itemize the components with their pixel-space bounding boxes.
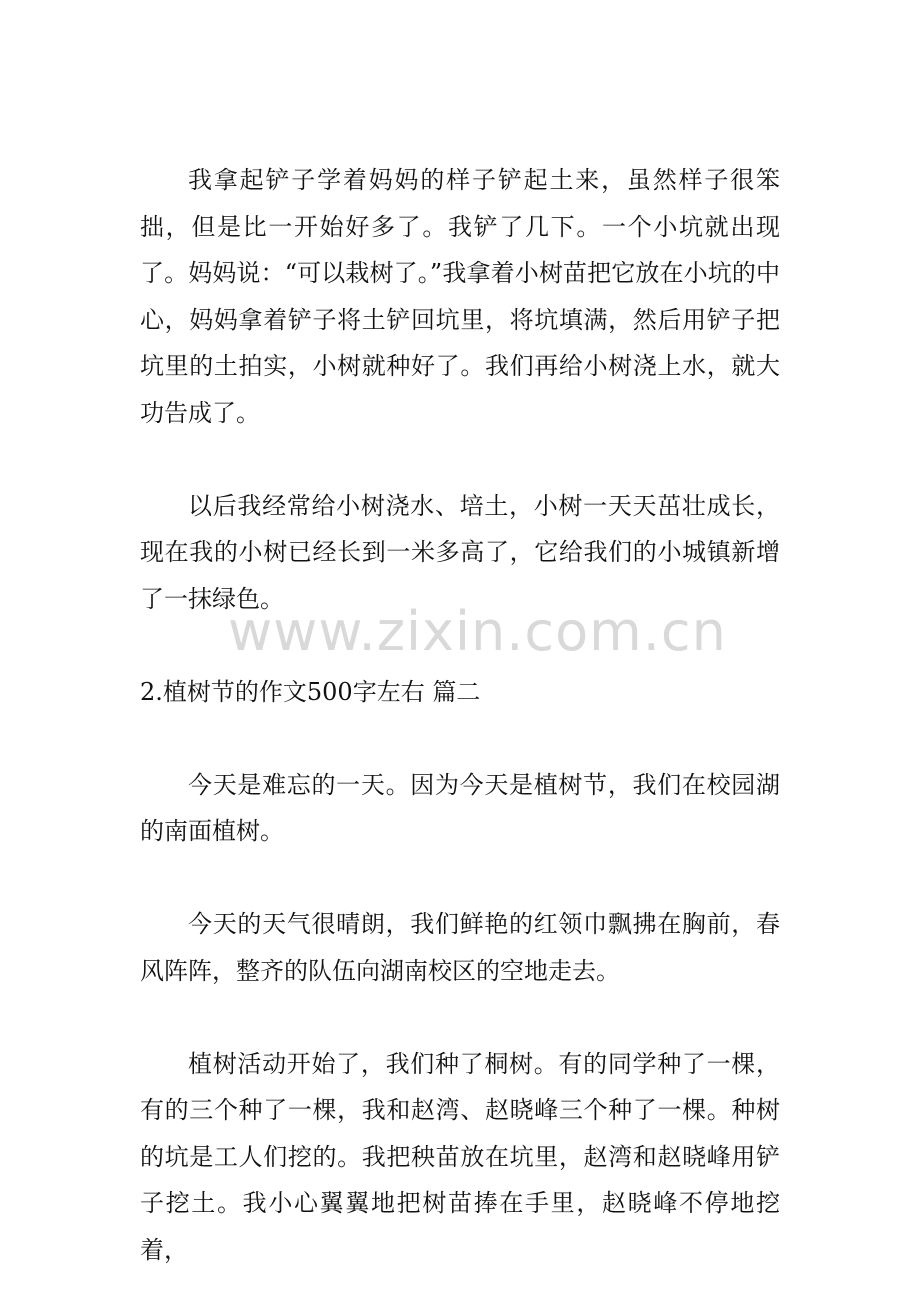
paragraph-spacer	[140, 994, 780, 1041]
watermark-text: www.zixin.com.cn	[228, 600, 727, 663]
paragraph-planting-process: 我拿起铲子学着妈妈的样子铲起土来，虽然样子很笨拙，但是比一开始好多了。我铲了几下。一个小坑就出现了。妈妈说：“可以栽树了。”我拿着小树苗把它放在小坑的中心，妈妈拿着铲子将土铲回坑里，将坑填满，然后用铲子把坑里的土拍实，小树就种好了。我们再给小树浇上水，就大功告成了。	[140, 166, 780, 427]
paragraph-tree-growth: 以后我经常给小树浇水、培土，小树一天天茁壮成长，现在我的小树已经长到一米多高了，它给我们的小城镇新增了一抹绿色。	[140, 491, 780, 613]
paragraph-spacer	[140, 855, 780, 902]
paragraph-weather: 今天的天气很晴朗，我们鲜艳的红领巾飘拂在胸前，春风阵阵，整齐的队伍向湖南校区的空地走去。	[140, 910, 780, 985]
document-body	[140, 157, 780, 1273]
paragraph-spacer	[140, 715, 780, 762]
paragraph-intro: 今天是难忘的一天。因为今天是植树节，我们在校园湖的南面植树。	[140, 770, 780, 845]
paragraph-spacer	[140, 436, 780, 483]
section-heading: 2.植树节的作文500字左右 篇二	[140, 677, 481, 706]
paragraph-planting-activity: 植树活动开始了，我们种了桐树。有的同学种了一棵，有的三个种了一棵，我和赵湾、赵晓峰三个种了一棵。种树的坑是工人们挖的。我把秧苗放在坑里，赵湾和赵晓峰用铲子挖土。我小心翼翼地把树苗捧在手里，赵晓峰不停地挖着，	[140, 1049, 780, 1264]
paragraph-spacer	[140, 622, 780, 669]
